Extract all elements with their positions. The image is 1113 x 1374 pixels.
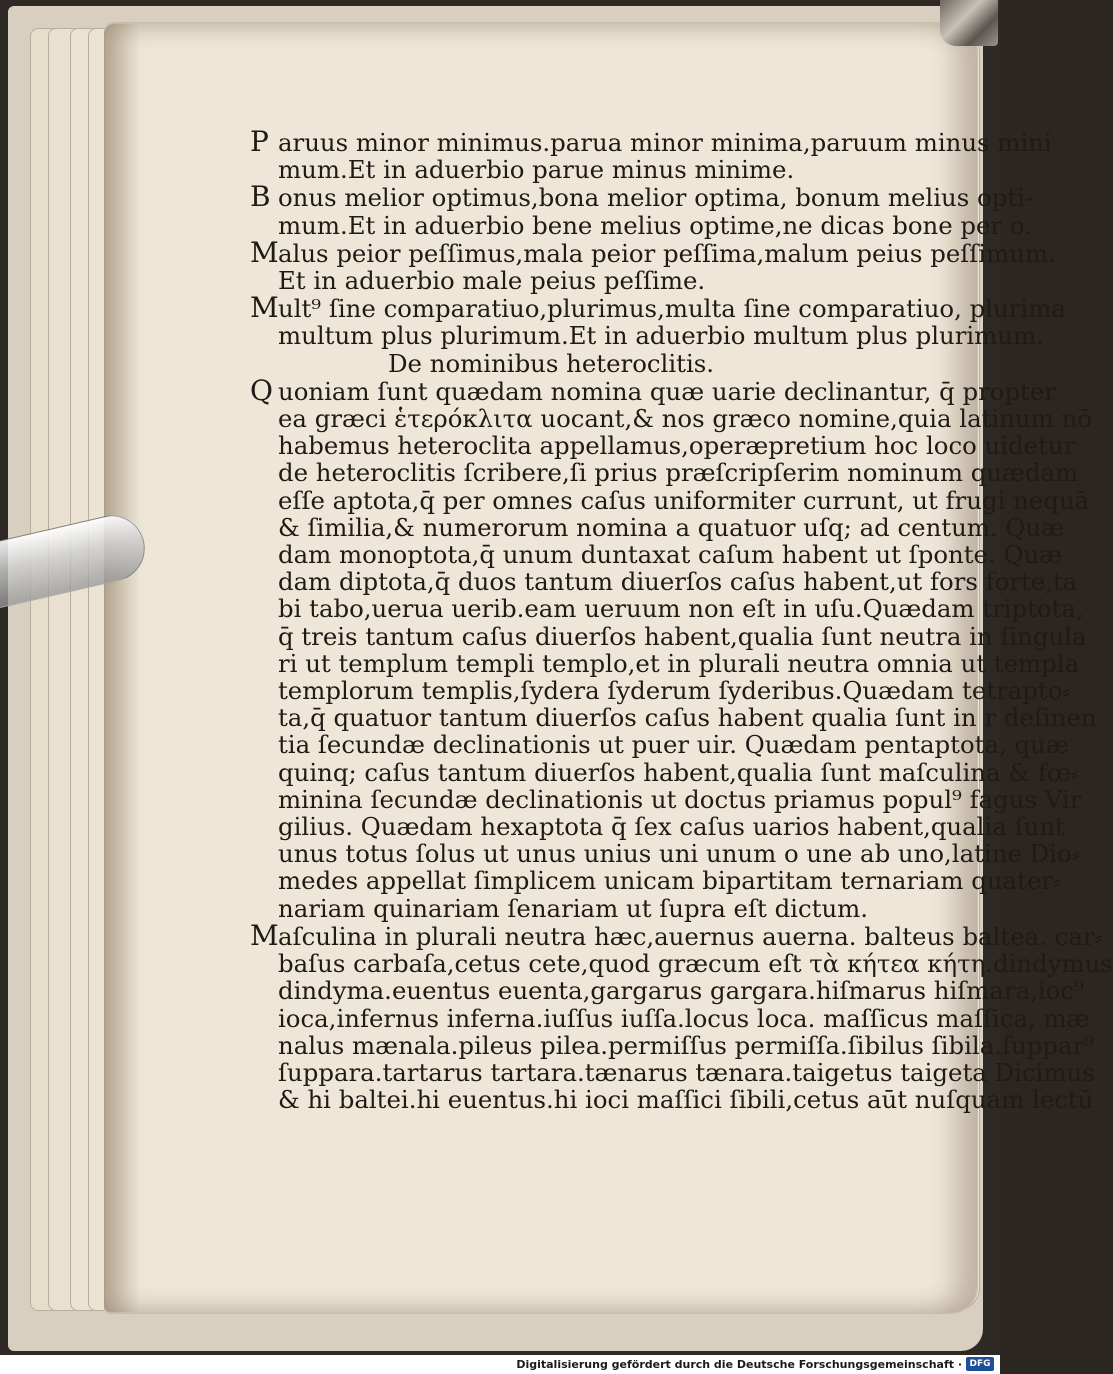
line-text: ſuppara.tartarus tartara.tænarus tænara.taigetus taigeta Dicimus bbox=[278, 1057, 1095, 1087]
text-line bbox=[250, 1057, 1095, 1087]
text-line bbox=[250, 210, 1032, 240]
line-text: ioca,infernus inferna.iuſſus iuſſa.locus loca. maſſicus maſſica, mæ bbox=[278, 1003, 1090, 1033]
text-line bbox=[250, 1085, 1094, 1115]
text-line bbox=[250, 512, 1065, 542]
line-text: ri ut templum templi templo,et in plurali neutra omnia ut templa bbox=[278, 648, 1080, 678]
text-line bbox=[250, 918, 1103, 952]
line-text: dindyma.euentus euenta,gargarus gargara.hiſmarus hiſmara,ioc⁹ bbox=[278, 976, 1084, 1006]
text-line bbox=[250, 1003, 1090, 1033]
line-text: uoniam ſunt quædam nomina quæ uarie declinantur, q̄ propter bbox=[278, 376, 1056, 406]
line-text: unus totus ſolus ut unus unius uni unum o une ab uno,latine Dio⸗ bbox=[278, 839, 1080, 869]
line-text: nariam quinariam ſenariam ut ſupra eſt dictum. bbox=[278, 893, 869, 923]
text-line bbox=[250, 976, 1084, 1006]
line-text: mum.Et in aduerbio parue minus minime. bbox=[278, 155, 795, 185]
text-line bbox=[250, 839, 1080, 869]
text-line bbox=[250, 458, 1079, 488]
line-text: templorum templis,ſydera ſyderum ſyderibus.Quædam tetrapto⸗ bbox=[278, 676, 1071, 706]
section-heading-text: De nominibus heteroclitis. bbox=[388, 348, 715, 378]
dfg-logo: DFG bbox=[966, 1357, 994, 1371]
spine-shadow bbox=[104, 24, 140, 1312]
section-heading bbox=[250, 350, 940, 377]
line-text: minina ſecundæ declinationis ut doctus priamus popul⁹ fagus Vir bbox=[278, 784, 1082, 814]
text-line bbox=[250, 156, 940, 183]
line-text: aſculina in plurali neutra hæc,auernus auerna. balteus baltea. car⸗ bbox=[278, 921, 1103, 951]
text-line bbox=[250, 594, 1084, 624]
line-text: gilius. Quædam hexaptota q̄ ſex caſus uarios habent,qualia ſunt bbox=[278, 812, 1065, 842]
text-line bbox=[250, 621, 1087, 651]
line-text: aruus minor minimus.parua minor minima,paruum minus mini bbox=[278, 128, 1052, 157]
text-line bbox=[250, 125, 1052, 158]
text-line bbox=[250, 373, 1056, 407]
line-text: mum.Et in aduerbio bene melius optime,ne dicas bone per o. bbox=[278, 210, 1032, 240]
text-line bbox=[250, 404, 1092, 434]
text-line bbox=[250, 540, 1063, 570]
line-text: Et in aduerbio male peius peſſime. bbox=[278, 266, 706, 296]
text-line bbox=[250, 866, 1062, 896]
text-line bbox=[250, 784, 1082, 814]
initial-letter: M bbox=[250, 918, 279, 952]
line-text: tia ſecundæ declinationis ut puer uir. Quædam pentaptota, quæ bbox=[278, 730, 1069, 760]
line-text: dam diptota,q̄ duos tantum diuerſos caſus habent,ut fors forte,ta bbox=[278, 567, 1078, 597]
footer-credit: Digitalisierung gefördert durch die Deutsche Forschungsgemeinschaft · bbox=[516, 1358, 962, 1371]
line-text: & hi baltei.hi euentus.hi ioci maſſici ſibili,cetus aūt nuſquam lectū bbox=[278, 1085, 1094, 1115]
text-line bbox=[250, 267, 940, 294]
text-line bbox=[250, 703, 1097, 733]
text-line bbox=[250, 567, 1078, 597]
line-text: & ſimilia,& numerorum nomina a quatuor uſq; ad centum. Quæ bbox=[278, 512, 1065, 542]
line-text: eſſe aptota,q̄ per omnes caſus uniformiter currunt, ut frugi nequā bbox=[278, 485, 1090, 515]
text-line bbox=[250, 895, 940, 922]
text-line bbox=[250, 321, 1044, 351]
glass-page-holder bbox=[0, 540, 150, 620]
line-text: onus melior optimus,bona melior optima, bonum melius opti- bbox=[278, 183, 1034, 213]
line-text: de heteroclitis ſcribere,ſi prius præſcripſerim nominum quædam bbox=[278, 458, 1079, 488]
line-text: dam monoptota,q̄ unum duntaxat caſum habent ut ſponte. Quæ bbox=[278, 540, 1063, 570]
footer-bar bbox=[0, 1355, 1000, 1374]
line-text: nalus mænala.pileus pilea.permiſſus permiſſa.ſibilus ſibila.ſuppar⁹ bbox=[278, 1030, 1094, 1060]
initial-letter: M bbox=[250, 291, 279, 325]
text-line bbox=[250, 1030, 1094, 1060]
line-text: ea græci ἑτερόκλιτα uocant,& nos græco nomine,quia latinum nō bbox=[278, 404, 1092, 434]
text-line bbox=[250, 949, 1113, 979]
text-line bbox=[250, 757, 1079, 787]
line-text: habemus heteroclita appellamus,operæpretium hoc loco uidetur bbox=[278, 431, 1076, 461]
text-line bbox=[250, 485, 1090, 515]
text-line bbox=[250, 676, 1071, 706]
line-text: q̄ treis tantum caſus diuerſos habent,qualia ſunt neutra in ſingula bbox=[278, 621, 1087, 651]
text-line bbox=[250, 812, 1065, 842]
text-line bbox=[250, 730, 1069, 760]
line-text: quinq; caſus tantum diuerſos habent,qualia ſunt maſculina & fœ⸗ bbox=[278, 757, 1079, 787]
initial-letter: B bbox=[250, 180, 271, 214]
line-text: alus peior peſſimus,mala peior peſſima,malum peius peſſimum. bbox=[278, 238, 1056, 268]
line-text: medes appellat ſimplicem unicam bipartitam ternariam quater⸗ bbox=[278, 866, 1062, 896]
initial-letter: P bbox=[250, 125, 269, 158]
initial-letter: M bbox=[250, 235, 279, 269]
line-text: ta,q̄ quatuor tantum diuerſos caſus habent qualia ſunt in r deſinen bbox=[278, 703, 1097, 733]
text-line bbox=[250, 431, 1076, 461]
text-line bbox=[250, 235, 1056, 269]
text-line bbox=[250, 180, 1034, 214]
page-text-block bbox=[250, 125, 1113, 1115]
line-text: ult⁹ ſine comparatiuo,plurimus,multa ſine comparatiuo, plurima bbox=[278, 294, 1066, 324]
line-text: baſus carbaſa,cetus cete,quod græcum eſt τὰ κήτεα κήτη.dindymus bbox=[278, 949, 1113, 979]
initial-letter: Q bbox=[250, 373, 273, 407]
metal-clasp bbox=[940, 0, 998, 46]
line-text: bi tabo,uerua uerib.eam ueruum non eſt in uſu.Quædam triptota, bbox=[278, 594, 1084, 624]
line-text: multum plus plurimum.Et in aduerbio multum plus plurimum. bbox=[278, 321, 1044, 351]
text-line bbox=[250, 648, 1080, 678]
text-line bbox=[250, 291, 1066, 325]
